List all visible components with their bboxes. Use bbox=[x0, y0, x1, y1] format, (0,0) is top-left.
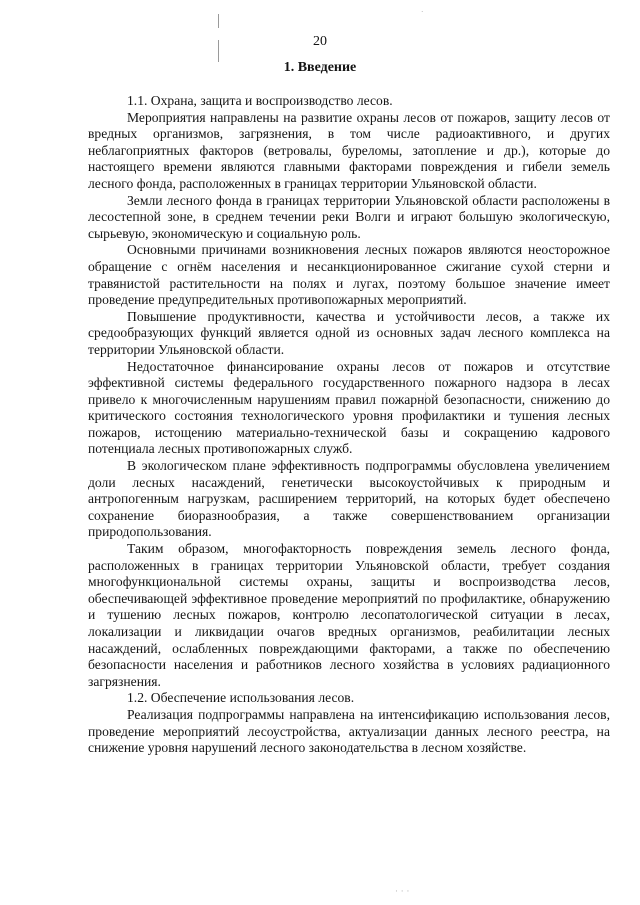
paragraph: Недостаточное финансирование охраны лесов от пожаров и отсутствие эффективной системы федерального государственного пожарного надзора в лесах привело к многочисленным нарушениям правил пожарной безопасности, снижению до критического состояния технологического уровня профилактики и тушения лесных пожаров, истощению материально-технической базы и сокращению кадрового потенциала лесных противопожарных служб. bbox=[88, 358, 610, 457]
section-heading: 1. Введение bbox=[283, 60, 357, 75]
paragraph: Реализация подпрограммы направлена на интенсификацию использования лесов, проведение мероприятий лесоустройства, актуализации данных лесного реестра, на снижение уровня нарушений лесного законодательства в лесном хозяйстве. bbox=[88, 706, 610, 756]
scan-artifact-mark bbox=[218, 14, 219, 28]
scan-artifact-speck: ˙ bbox=[420, 11, 425, 21]
subsection-heading: 1.2. Обеспечение использования лесов. bbox=[127, 690, 355, 706]
paragraph: Таким образом, многофакторность повреждения земель лесного фонда, расположенных в границах территории Ульяновской области, требует создания многофункциональной системы охраны, защиты и воспроизводства лесов, обеспечивающей эффективное проведение мероприятий по профилактике, обнаружению и тушению лесных пожаров, контролю лесопатологической ситуации в лесах, локализации и ликвидации очагов вредных организмов, реабилитации лесных насаждений, ослабленных повреждающими факторами, а также по обеспечению безопасности населения и работников лесного хозяйства в условиях радиационного загрязнения. bbox=[88, 541, 610, 689]
paragraph: Основными причинами возникновения лесных пожаров являются неосторожное обращение с огнём населения и несанкционированное сжигание сухой стерни и травянистой растительности на полях и лугах, поэтому большое значение имеет проведение предупредительных противопожарных мероприятий. bbox=[88, 242, 610, 308]
document-body bbox=[88, 93, 610, 757]
paragraph: Мероприятия направлены на развитие охраны лесов от пожаров, защиту лесов от вредных организмов, загрязнения, в том числе радиоактивного, и других неблагоприятных факторов (ветровалы, буреломы, затопление и др.), которые до настоящего времени являются главными факторами повреждения и гибели земель лесного фонда, расположенных в границах территории Ульяновской области. bbox=[88, 109, 610, 191]
paragraph: В экологическом плане эффективность подпрограммы обусловлена увеличением доли лесных насаждений, генетически высокоустойчивых к природным и антропогенным нагрузкам, расширением территорий, на которых будет обеспечено сохранение биоразнообразия, а также совершенствованием организации природопользования. bbox=[88, 458, 610, 540]
scan-artifact-speck: · · · bbox=[395, 887, 410, 897]
page-number: 20 bbox=[313, 34, 327, 49]
subsection-heading: 1.1. Охрана, защита и воспроизводство лесов. bbox=[127, 93, 393, 108]
paragraph: Повышение продуктивности, качества и устойчивости лесов, а также их средообразующих функций является одной из основных задач лесного комплекса на территории Ульяновской области. bbox=[88, 308, 610, 357]
paragraph: Земли лесного фонда в границах территории Ульяновской области расположены в лесостепной зоне, в среднем течении реки Волги и играют большую экологическую, сырьевую, экономическую и социальную роль. bbox=[88, 192, 610, 241]
